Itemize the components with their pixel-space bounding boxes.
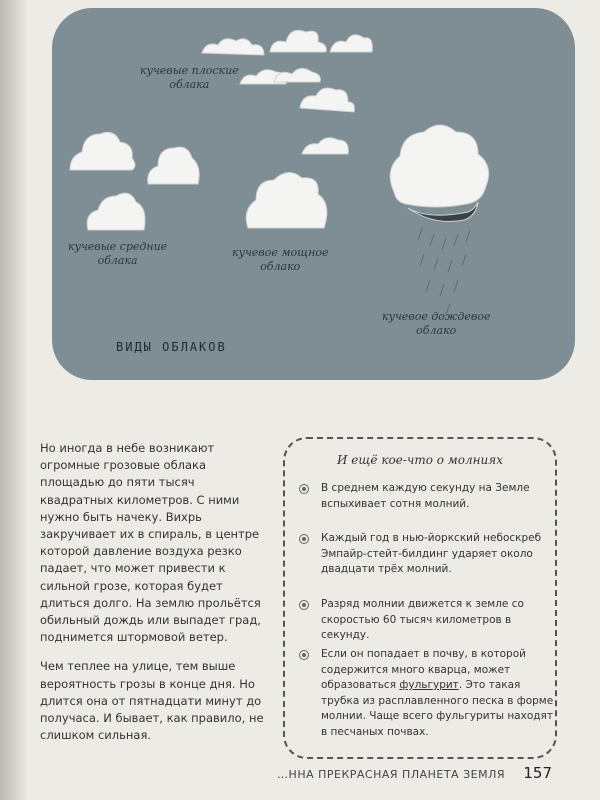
label-cumulus-flat: кучевые плоские облака [140,64,239,91]
label-cumulus-powerful: кучевое мощное облако [232,246,329,273]
illustration-caption: ВИДЫ ОБЛАКОВ [116,340,227,354]
clouds-drawing [52,8,575,380]
cumulus-powerful-cloud [246,172,327,228]
cumulus-flat-clouds [202,30,372,154]
bullet-icon [299,484,309,494]
fact-item: В среднем каждую секунду на Земле вспыхивает сотня молний. [299,481,561,512]
cumulus-rain-cloud [390,125,489,222]
facts-title: И ещё кое-что о молниях [337,453,503,467]
fact-item: Каждый год в нью-йоркский небоскреб Эмпайр-стейт-билдинг ударяет около двадцати трёх молний. [299,531,561,578]
bullet-icon [299,534,309,544]
page-footer [0,760,600,800]
fact-item: Разряд молнии движется к земле со скоростью 60 тысяч километров в секунду. [299,597,561,644]
paragraph: Чем теплее на улице, тем выше вероятность грозы в конце дня. Но длится она от пятнадцати минут до получаса. И бывает, как правило, не слишком сильная. [40,659,264,743]
bullet-icon [299,600,309,610]
lightning-facts-box [283,437,557,759]
page-number: 157 [523,764,552,782]
rain-streaks [418,228,470,314]
running-footer-title: …ННА ПРЕКРАСНАЯ ПЛАНЕТА ЗЕМЛЯ [277,768,505,781]
paragraph: Но иногда в небе возникают огромные грозовые облака площадью до пяти тысяч квадратных километров. С ними нужно быть начеку. Вихрь закручивает их в спираль, в центре которой давление воздуха резко падает, что может привести к сильной грозе, которая будет длиться долго. На землю прольётся обильный дождь или выпадет град, поднимется штормовой ветер. [40,441,261,645]
main-text [40,440,270,756]
fact-item: Если он попадает в почву, в которой содержится много кварца, может образоваться фульгурит. Это такая трубка из расплавленного песка в форме молнии. Чаще всего фульгуриты находят в песчаных почвах. [299,647,561,740]
cumulus-medium-clouds [70,132,199,230]
fulgurite-term: фульгурит [399,679,459,691]
label-cumulus-medium: кучевые средние облака [68,240,168,267]
page-gutter-shadow [0,0,26,800]
cloud-types-illustration [52,8,575,380]
label-cumulus-rain: кучевое дождевое облако [382,310,491,337]
bullet-icon [299,650,309,660]
